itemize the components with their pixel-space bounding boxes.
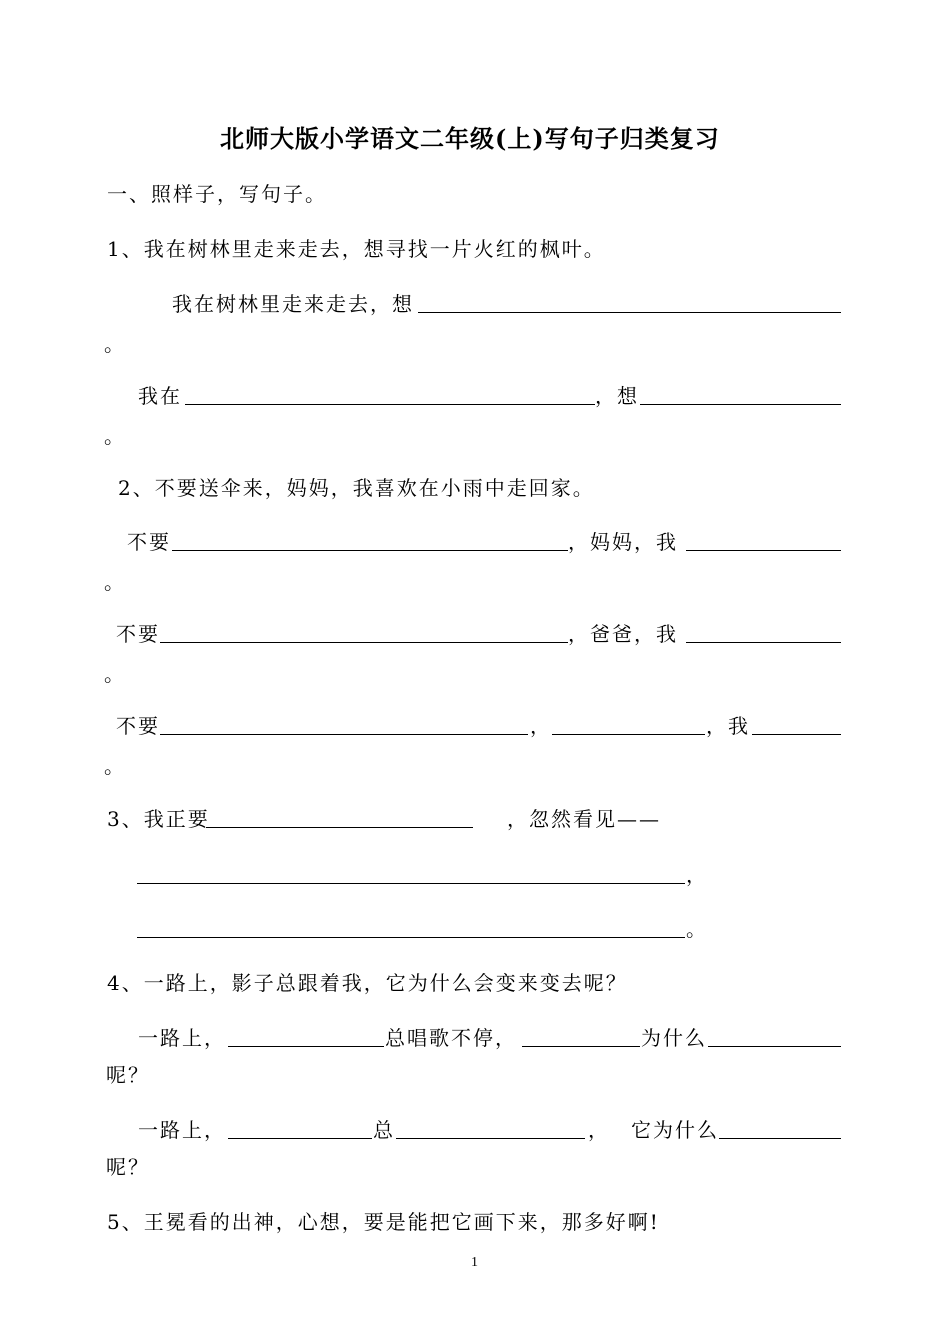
q4-line2-end: 呢？	[106, 1155, 150, 1179]
q4-line2-mid1: 总	[373, 1118, 395, 1142]
q1-line2-mid: ，想	[595, 384, 639, 408]
q1-line2-blank-2[interactable]	[640, 404, 841, 405]
q1-line2-end: 。	[104, 424, 126, 448]
page-number: 1	[471, 1255, 478, 1270]
q2-line2-mid: ，爸爸，我	[568, 622, 678, 646]
q2-line3-start: 不要	[116, 714, 160, 738]
q2-line1-blank-1[interactable]	[172, 550, 568, 551]
q2-line3-blank-3[interactable]	[752, 734, 841, 735]
q2-line3-blank-2[interactable]	[552, 734, 705, 735]
section-heading: 一、照样子，写句子。	[107, 182, 327, 206]
q1-prompt: 1、我在树林里走来走去，想寻找一片火红的枫叶。	[107, 237, 606, 261]
q4-line2-mid3: 它为什么	[631, 1118, 719, 1142]
q1-line1-end: 。	[104, 332, 126, 356]
q2-line1-mid: ，妈妈，我	[568, 530, 678, 554]
page-title: 北师大版小学语文二年级(上)写句子归类复习	[220, 124, 720, 153]
q4-prompt: 4、一路上，影子总跟着我，它为什么会变来变去呢？	[107, 971, 628, 995]
q2-line1-end: 。	[104, 570, 126, 594]
q1-line2-start: 我在	[138, 384, 182, 408]
q4-line1-blank-1[interactable]	[228, 1046, 384, 1047]
q4-line1-mid1: 总唱歌不停，	[385, 1026, 517, 1050]
q3-prompt-blank[interactable]	[206, 827, 473, 828]
q2-line3-end: 。	[104, 754, 126, 778]
q4-line2-mid2: ，	[588, 1118, 610, 1142]
q3-prompt-start: 3、我正要	[107, 807, 210, 831]
q4-line2-blank-3[interactable]	[719, 1138, 841, 1139]
q3-line1-end: ，	[686, 863, 708, 887]
q2-line2-end: 。	[104, 662, 126, 686]
q2-line2-start: 不要	[116, 622, 160, 646]
q1-line1-start: 我在树林里走来走去，想	[172, 292, 414, 316]
q3-line2-blank[interactable]	[137, 937, 685, 938]
q1-line1-blank[interactable]	[418, 312, 841, 313]
q2-line3-mid: ，我	[706, 714, 750, 738]
q2-line3-comma: ，	[530, 714, 552, 738]
q2-line3-blank-1[interactable]	[160, 734, 528, 735]
q3-line1-blank[interactable]	[137, 883, 685, 884]
q4-line1-mid2: 为什么	[641, 1026, 707, 1050]
q4-line1-end: 呢？	[106, 1063, 150, 1087]
q4-line2-start: 一路上，	[138, 1118, 226, 1142]
q4-line2-blank-1[interactable]	[228, 1138, 372, 1139]
q4-line1-blank-3[interactable]	[708, 1046, 841, 1047]
q2-line2-blank-2[interactable]	[686, 642, 841, 643]
q2-line2-blank-1[interactable]	[160, 642, 568, 643]
q4-line1-start: 一路上，	[138, 1026, 226, 1050]
q5-prompt: 5、王冕看的出神，心想，要是能把它画下来，那多好啊!	[107, 1210, 660, 1234]
q4-line1-blank-2[interactable]	[522, 1046, 640, 1047]
q4-line2-blank-2[interactable]	[396, 1138, 585, 1139]
q2-prompt: 2、不要送伞来，妈妈，我喜欢在小雨中走回家。	[118, 476, 595, 500]
q3-line2-end: 。	[686, 917, 708, 941]
q2-line1-start: 不要	[127, 530, 171, 554]
q1-line2-blank-1[interactable]	[185, 404, 595, 405]
q3-prompt-end: ，忽然看见——	[507, 807, 661, 831]
q2-line1-blank-2[interactable]	[686, 550, 841, 551]
